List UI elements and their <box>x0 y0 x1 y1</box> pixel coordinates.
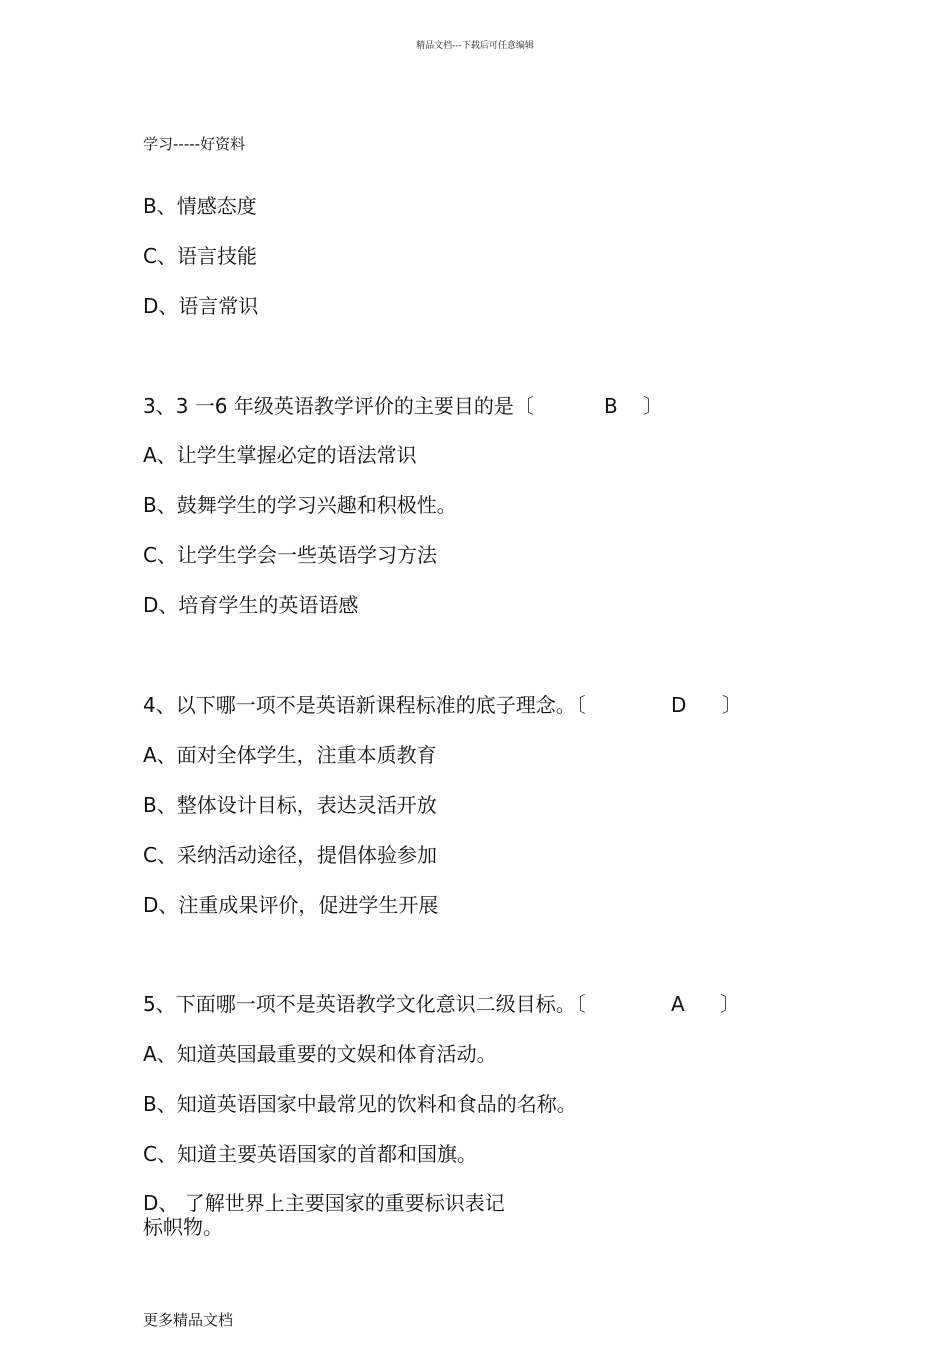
footer-note: 更多精品文档 <box>143 1311 234 1329</box>
q5-option-a: A、知道英国最重要的文娱和体育活动。 <box>143 1042 497 1066</box>
q3-option-d: D、培育学生的英语语感 <box>143 593 359 617</box>
q5-answer: A <box>671 992 685 1016</box>
q5-option-d-line1: D、 了解世界上主要国家的重要标识表记 <box>143 1191 505 1215</box>
q4-close-bracket: 〕 <box>722 693 742 717</box>
q4-option-b: B、整体设计目标，表达灵活开放 <box>143 793 437 817</box>
q4-answer: D <box>671 693 687 717</box>
q3-option-a: A、让学生掌握必定的语法常识 <box>143 443 417 467</box>
q3-stem: 3、3 一6 年级英语教学评价的主要目的是〔 <box>143 394 534 418</box>
q5-option-d-line2: 标帜物。 <box>143 1215 223 1239</box>
q4-option-c: C、采纳活动途径，提倡体验参加 <box>143 843 437 867</box>
q3-option-c: C、让学生学会一些英语学习方法 <box>143 543 437 567</box>
watermark-text: 精品文档---下载后可任意编辑 <box>416 41 534 51</box>
header-note: 学习-----好资料 <box>143 135 246 153</box>
q5-stem: 5、下面哪一项不是英语教学文化意识二级目标。〔 <box>143 992 586 1016</box>
q2-option-b: B、情感态度 <box>143 194 257 218</box>
q5-option-b: B、知道英语国家中最常见的饮料和食品的名称。 <box>143 1092 577 1116</box>
q2-option-d: D、语言常识 <box>143 294 259 318</box>
q2-option-c: C、语言技能 <box>143 244 257 268</box>
q4-stem: 4、以下哪一项不是英语新课程标准的底子理念。〔 <box>143 693 586 717</box>
q4-option-d: D、注重成果评价，促进学生开展 <box>143 893 439 917</box>
q3-option-b: B、鼓舞学生的学习兴趣和积极性。 <box>143 493 457 517</box>
q5-close-bracket: 〕 <box>720 992 740 1016</box>
q3-close-bracket: 〕 <box>643 394 663 418</box>
q3-answer: B <box>604 394 618 418</box>
q5-option-c: C、知道主要英语国家的首都和国旗。 <box>143 1142 477 1166</box>
q4-option-a: A、面对全体学生，注重本质教育 <box>143 743 437 767</box>
